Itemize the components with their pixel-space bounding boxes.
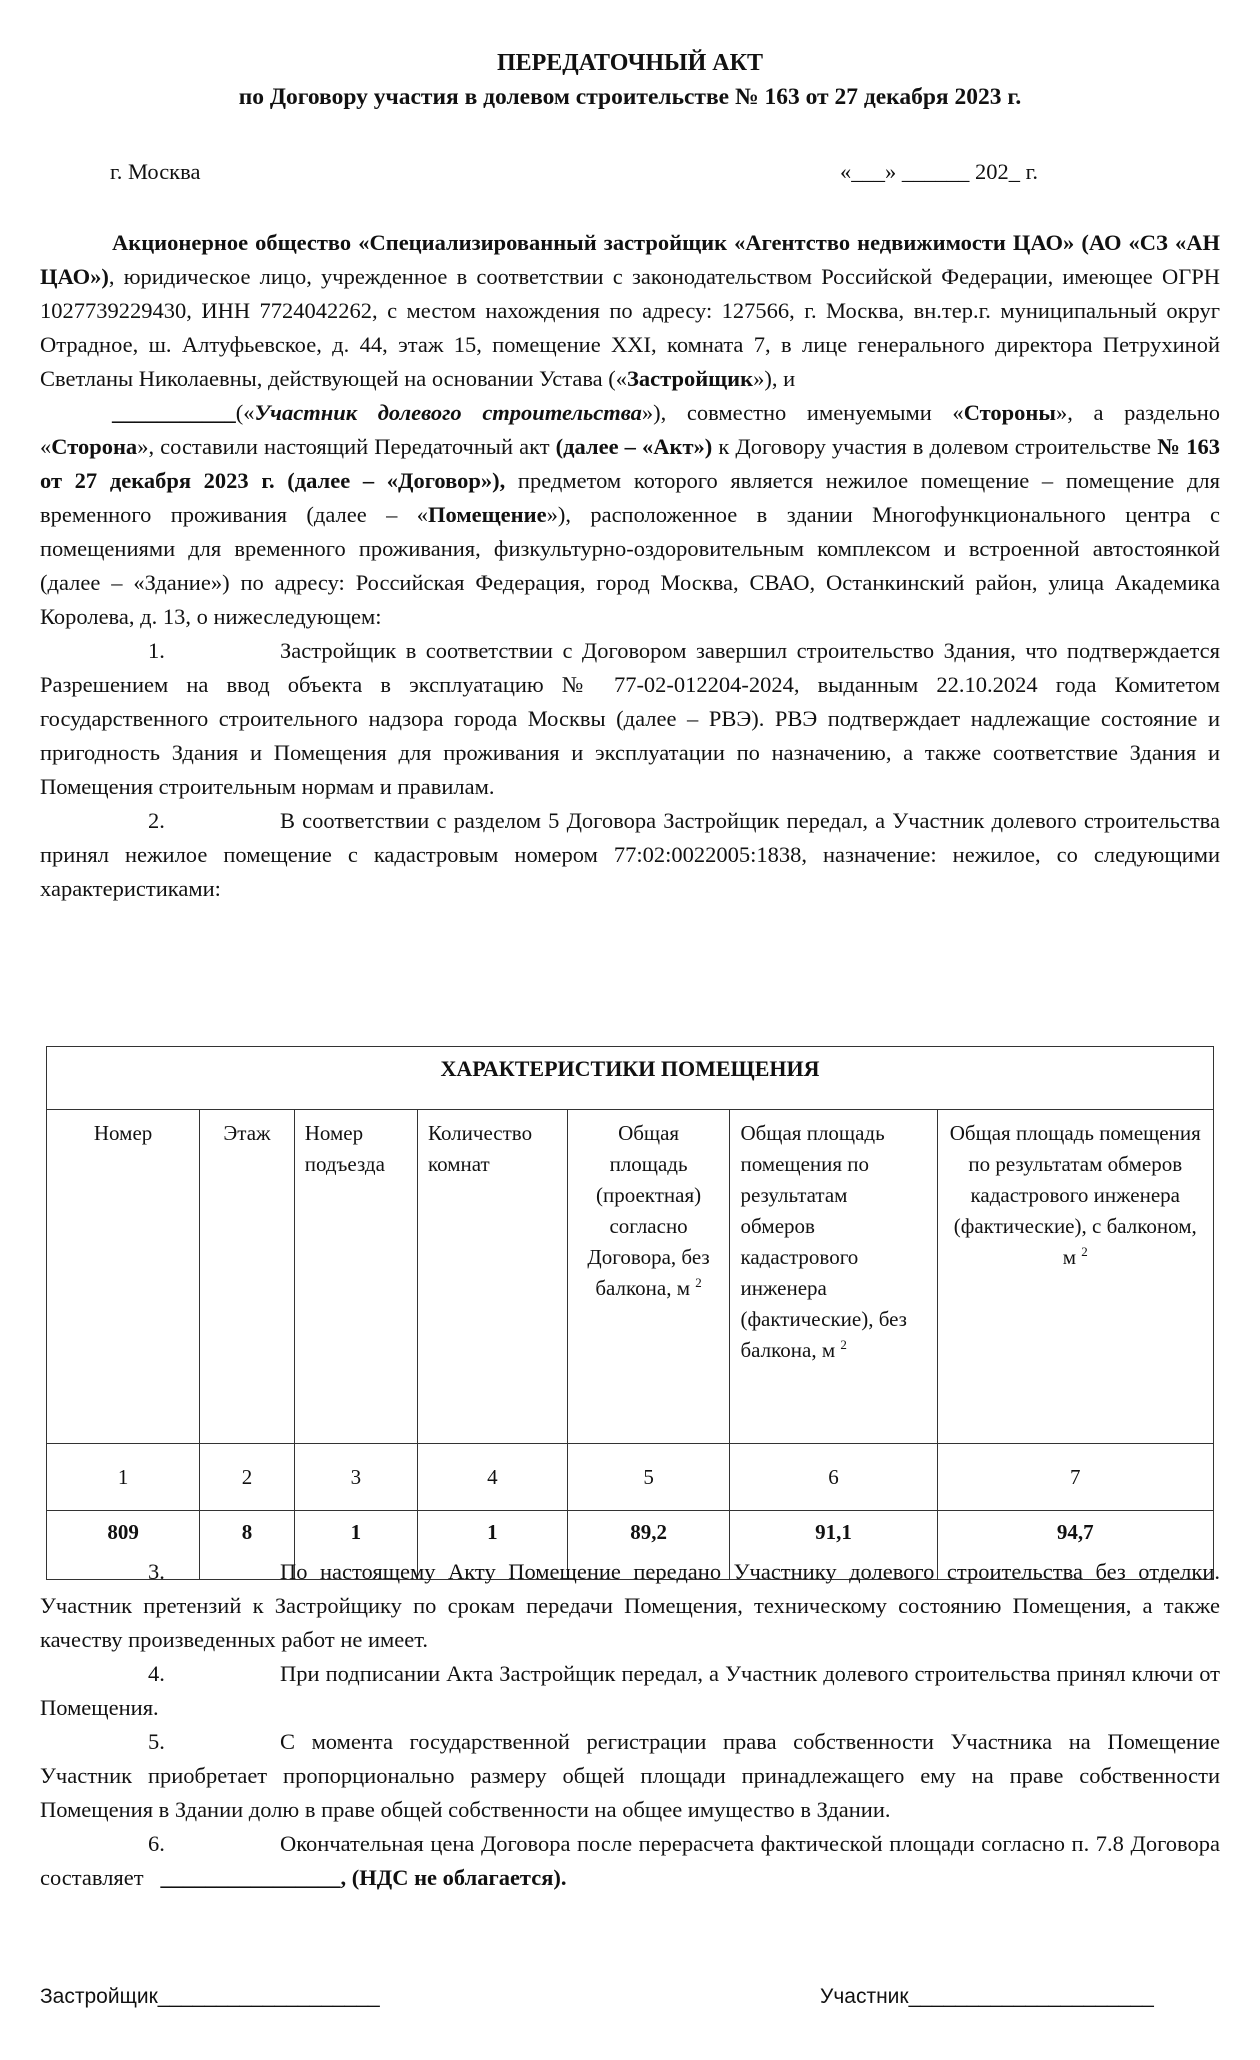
- price-blank: ________________: [160, 1865, 341, 1890]
- table-cell: 89,2: [567, 1511, 730, 1580]
- table-header-cell: Общая площадь помещения по результатам обмеров кадастрового инженера (фактические), с балконом, м $^2$: [937, 1110, 1214, 1444]
- table-header-cell: Общая площадь (проектная) согласно Договора, без балкона, м $^2$: [567, 1110, 730, 1444]
- table-cell: 1: [47, 1444, 200, 1511]
- clause-number: 3.: [148, 1559, 165, 1584]
- table-cell: 94,7: [937, 1511, 1214, 1580]
- clause-6: 6. Окончательная цена Договора после перерасчета фактической площади согласно п. 7.8 Договора составляет ________________, (НДС не облагается).: [40, 1827, 1220, 1895]
- clauses-after-table: [40, 1555, 1220, 1895]
- developer-term: Застройщик: [627, 366, 754, 391]
- party-term: Сторона: [51, 434, 138, 459]
- company-name: Акционерное общество «Специализированный застройщик «Агентство недвижимости ЦАО» (АО «СЗ «АН ЦАО»): [40, 230, 1220, 289]
- table-cell: 5: [567, 1444, 730, 1511]
- table-header-cell: Номер подъезда: [294, 1110, 417, 1444]
- city: г. Москва: [110, 159, 201, 184]
- date-blank: «___» ______ 202_ г.: [840, 159, 1038, 184]
- developer-signature-line: Застройщик___________________: [40, 1985, 380, 2008]
- premises-term: Помещение: [428, 502, 547, 527]
- preamble-paragraph-2: ___________(«Участник долевого строительства»), совместно именуемыми «Стороны», а раздельно «Сторона», составили настоящий Передаточный акт (далее – «Акт») к Договору участия в долевом строительстве № 163 от 27 декабря 2023 г. (далее – «Договор»), предметом которого является нежилое помещение – помещение для временного проживания (далее – «Помещение»), расположенное в здании Многофункционального центра с помещениями для временного проживания, физкультурно-оздоровительным комплексом и встроенной автостоянкой (далее – «Здание») по адресу: Российская Федерация, город Москва, СВАО, Останкинский район, улица Академика Королева, д. 13, о нижеследующем:: [40, 400, 1221, 629]
- clause-number: 5.: [148, 1729, 165, 1754]
- clause-number: 4.: [148, 1661, 165, 1686]
- table-cell: 91,1: [730, 1511, 937, 1580]
- clause-4: 4. При подписании Акта Застройщик передал, а Участник долевого строительства принял ключи от Помещения.: [40, 1657, 1220, 1725]
- table-header-cell: Номер: [47, 1110, 200, 1444]
- participant-term: Участник долевого строительства: [254, 400, 642, 425]
- participant-signature-line: Участник_____________________: [820, 1985, 1154, 2008]
- table-cell: 3: [294, 1444, 417, 1511]
- document-subtitle: по Договору участия в долевом строительстве № 163 от 27 декабря 2023 г.: [238, 84, 1022, 110]
- clause-5: 5. С момента государственной регистрации права собственности Участника на Помещение Участник приобретает пропорционально размеру общей площади принадлежащего ему на праве собственности Помещения в Здании долю в праве общей собственности на общее имущество в Здании.: [40, 1725, 1220, 1827]
- table-cell: 1: [294, 1511, 417, 1580]
- clause-number: 2.: [148, 808, 165, 833]
- participant-blank: ___________: [112, 400, 236, 425]
- parties-term: Стороны: [963, 400, 1056, 425]
- table-cell: 6: [730, 1444, 937, 1511]
- table-cell: 4: [418, 1444, 568, 1511]
- preamble-paragraph-1: Акционерное общество «Специализированный застройщик «Агентство недвижимости ЦАО» (АО «СЗ «АН ЦАО»), юридическое лицо, учрежденное в соответствии с законодательством Российской Федерации, имеющее ОГРН 1027739229430, ИНН 7724042262, с местом нахождения по адресу: 127566, г. Москва, вн.тер.г. муниципальный округ Отрадное, ш. Алтуфьевское, д. 44, этаж 15, помещение XXI, комната 7, в лице генерального директора Петрухиной Светланы Николаевны, действующей на основании Устава («Застройщик»), и: [40, 230, 1220, 391]
- table-header-cell: Количество комнат: [418, 1110, 568, 1444]
- document-title: ПЕРЕДАТОЧНЫЙ АКТ: [496, 50, 764, 76]
- preamble: [40, 226, 1220, 906]
- clause-2: 2. В соответствии с разделом 5 Договора Застройщик передал, а Участник долевого строительства принял нежилое помещение с кадастровым номером 77:02:0022005:1838, назначение: нежилое, со следующими характеристиками:: [40, 804, 1220, 906]
- clause-1: 1. Застройщик в соответствии с Договором завершил строительство Здания, что подтверждается Разрешением на ввод объекта в эксплуатацию № 77-02-012204-2024, выданным 22.10.2024 года Комитетом государственного строительного надзора города Москвы (далее – РВЭ). РВЭ подтверждает надлежащие состояние и пригодность Здания и Помещения для проживания и эксплуатации по назначению, а также соответствие Здания и Помещения строительным нормам и правилам.: [40, 634, 1220, 804]
- clause-number: 6.: [148, 1831, 165, 1856]
- table-cell: 809: [47, 1511, 200, 1580]
- table-cell: 2: [200, 1444, 295, 1511]
- clause-3: 3. По настоящему Акту Помещение передано Участнику долевого строительства без отделки. Участник претензий к Застройщику по срокам передачи Помещения, техническому состоянию Помещения, а также качеству произведенных работ не имеет.: [40, 1555, 1220, 1657]
- table-header-cell: Общая площадь помещения по результатам обмеров кадастрового инженера (фактические), без балкона, м $^2$: [730, 1110, 937, 1444]
- table-cell: 7: [937, 1444, 1214, 1511]
- act-term: (далее – «Акт»): [555, 434, 713, 459]
- table-header-cell: Этаж: [200, 1110, 295, 1444]
- table-index-row: [47, 1444, 1214, 1511]
- table-cell: 1: [418, 1511, 568, 1580]
- table-header-row: [47, 1110, 1214, 1444]
- clause-number: 1.: [148, 638, 165, 663]
- characteristics-table: [46, 1046, 1214, 1580]
- contract-term: № 163 от 27 декабря 2023 г. (далее – «Договор»),: [40, 434, 1220, 493]
- table-title: ХАРАКТЕРИСТИКИ ПОМЕЩЕНИЯ: [47, 1047, 1214, 1110]
- table-cell: 8: [200, 1511, 295, 1580]
